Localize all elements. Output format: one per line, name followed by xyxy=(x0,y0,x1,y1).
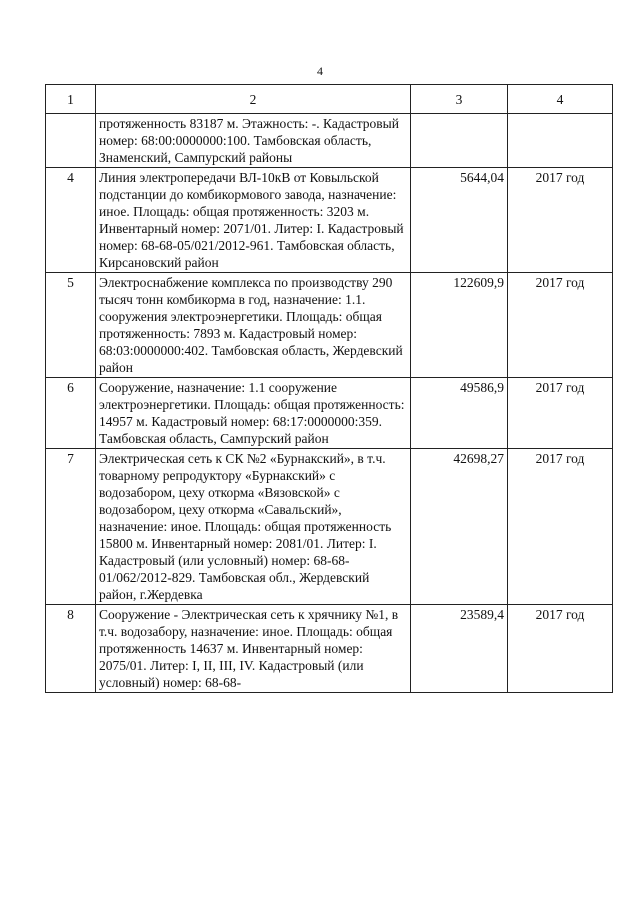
row-number xyxy=(46,114,96,168)
row-description: Сооружение, назначение: 1.1 сооружение электроэнергетики. Площадь: общая протяженность: 14957 м. Кадастровый номер: 68:17:0000000:359. Тамбовская область, Сампурский район xyxy=(96,378,411,449)
table-row xyxy=(46,168,613,273)
page-number: 4 xyxy=(317,64,323,78)
row-value: 23589,4 xyxy=(411,605,508,693)
row-value xyxy=(411,114,508,168)
table-row xyxy=(46,605,613,693)
row-description: Линия электропередачи ВЛ-10кВ от Ковыльской подстанции до комбикормового завода, назначение: иное. Площадь: общая протяженность: 3203 м. Инвентарный номер: 2071/01. Литер: I. Кадастровый номер: 68-68-05/021/2012-961. Тамбовская область, Кирсановский район xyxy=(96,168,411,273)
row-value: 122609,9 xyxy=(411,273,508,378)
header-col-3: 3 xyxy=(411,85,508,114)
row-number: 5 xyxy=(46,273,96,378)
row-number: 6 xyxy=(46,378,96,449)
header-col-2: 2 xyxy=(96,85,411,114)
row-description: Электроснабжение комплекса по производству 290 тысяч тонн комбикорма в год, назначение: 1.1. сооружения электроэнергетики. Площадь: общая протяженность: 7893 м. Кадастровый номер: 68:03:0000000:402. Тамбовская область, Жердевский район xyxy=(96,273,411,378)
property-table xyxy=(45,84,613,693)
row-description: Сооружение - Электрическая сеть к хрячнику №1, в т.ч. водозабору, назначение: иное. Площадь: общая протяженность 14637 м. Инвентарный номер: 2075/01. Литер: I, II, III, IV. Кадастровый (или условный) номер: 68-68- xyxy=(96,605,411,693)
header-row xyxy=(46,85,613,114)
row-year: 2017 год xyxy=(508,168,613,273)
table-header xyxy=(46,85,613,114)
row-value: 42698,27 xyxy=(411,449,508,605)
row-number: 4 xyxy=(46,168,96,273)
header-col-1: 1 xyxy=(46,85,96,114)
row-value: 5644,04 xyxy=(411,168,508,273)
table-row xyxy=(46,449,613,605)
row-year xyxy=(508,114,613,168)
table-row xyxy=(46,378,613,449)
row-description: протяженность 83187 м. Этажность: -. Кадастровый номер: 68:00:0000000:100. Тамбовская область, Знаменский, Сампурский районы xyxy=(96,114,411,168)
row-year: 2017 год xyxy=(508,605,613,693)
table-row xyxy=(46,114,613,168)
table-row xyxy=(46,273,613,378)
row-year: 2017 год xyxy=(508,449,613,605)
row-value: 49586,9 xyxy=(411,378,508,449)
row-year: 2017 год xyxy=(508,273,613,378)
row-number: 7 xyxy=(46,449,96,605)
header-col-4: 4 xyxy=(508,85,613,114)
row-number: 8 xyxy=(46,605,96,693)
table-body xyxy=(46,114,613,693)
row-year: 2017 год xyxy=(508,378,613,449)
row-description: Электрическая сеть к СК №2 «Бурнакский», в т.ч. товарному репродуктору «Бурнакский» с водозабором, цеху откорма «Вязовской» с водозабором, цеху откорма «Савальский», назначение: иное. Площадь: общая протяженность 15800 м. Инвентарный номер: 2081/01. Литер: I. Кадастровый (или условный) номер: 68-68-01/062/2012-829. Тамбовская обл., Жердевский район, г.Жердевка xyxy=(96,449,411,605)
